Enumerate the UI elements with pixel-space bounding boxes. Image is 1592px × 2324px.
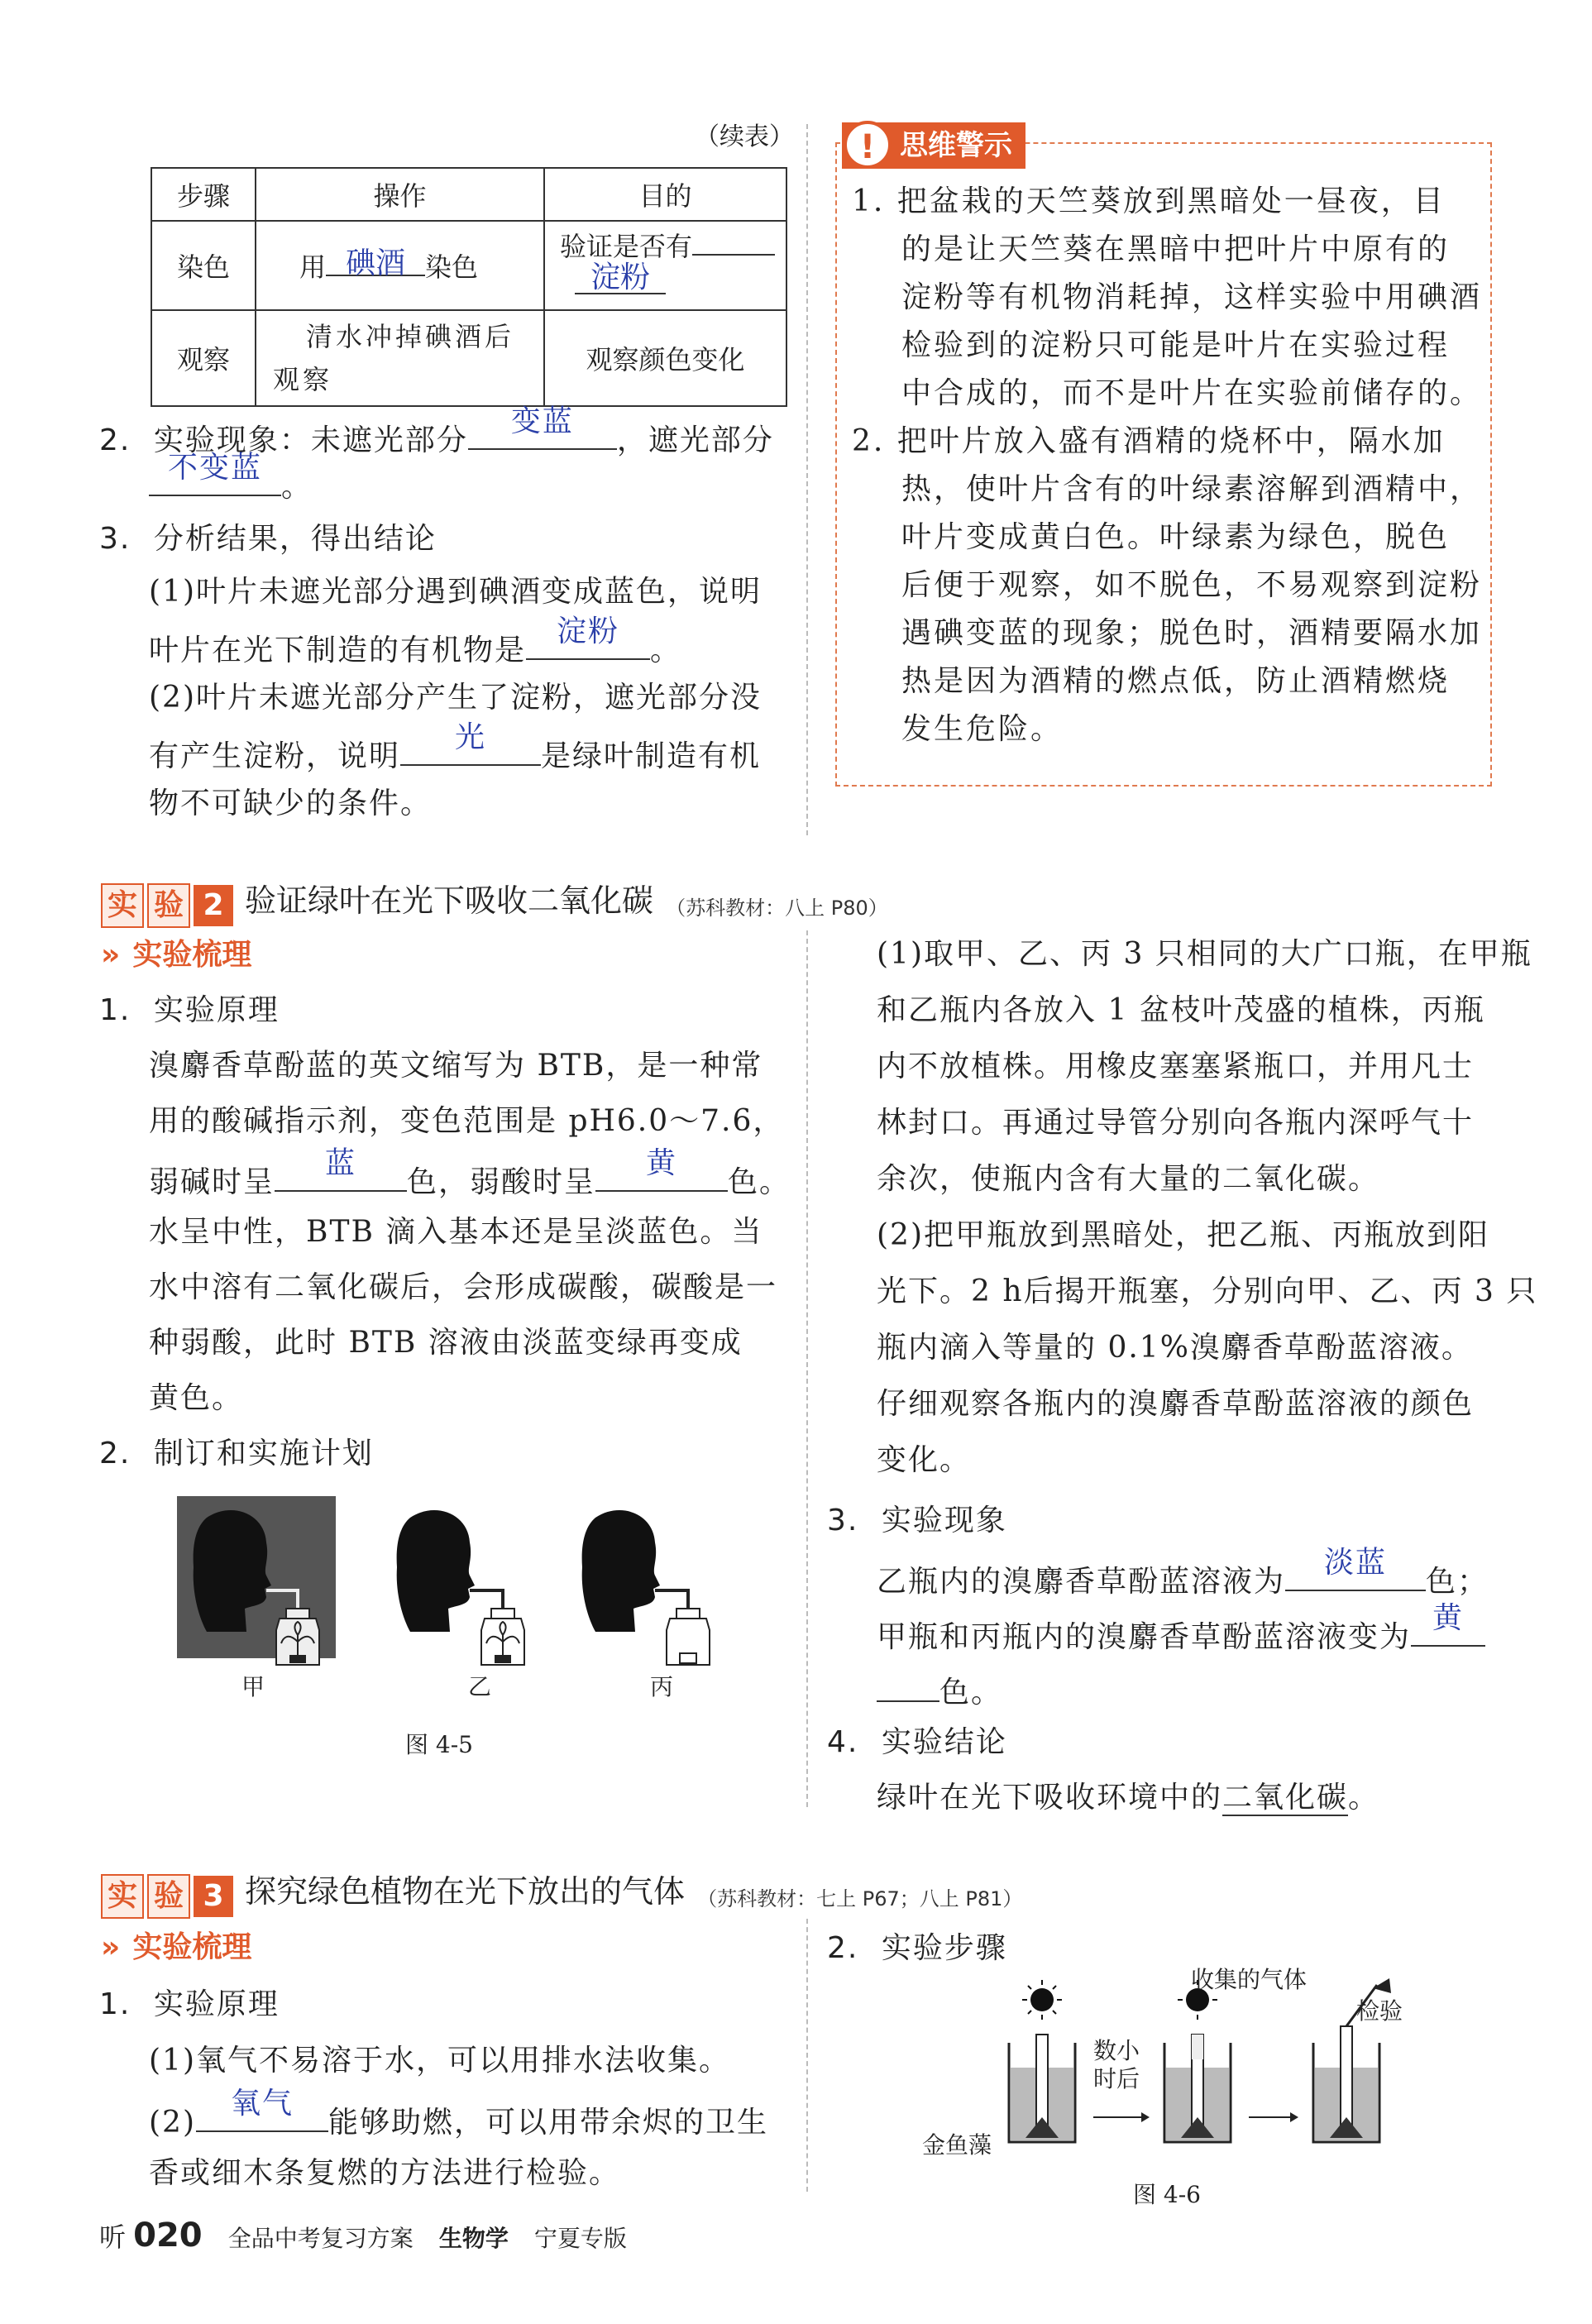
warning-line: 中合成的，而不是叶片在实验前储存的。 (901, 376, 1483, 410)
experiment-title: 验证绿叶在光下吸收二氧化碳 (245, 882, 654, 919)
person-head-icon (582, 1510, 660, 1632)
procedure-line: 林封口。再通过导管分别向各瓶内深呼气十 (877, 1106, 1475, 1140)
observation-line-2 (149, 453, 313, 515)
warning-line: 发生危险。 (901, 712, 1064, 746)
principle-heading (99, 983, 280, 1039)
table-header: 操作 (256, 168, 544, 221)
section-subheading (101, 1924, 251, 1966)
figure-label-time: 时后 (1093, 2065, 1140, 2092)
item-number: 1. (99, 993, 131, 1027)
experiment-3-heading (101, 1866, 1022, 1919)
principle-line (149, 2089, 768, 2151)
plan-heading (99, 1426, 374, 1482)
principle-line: 黄色。 (149, 1381, 244, 1415)
procedure-line: (1)取甲、乙、丙 3 只相同的大广口瓶，在甲瓶 (877, 937, 1532, 971)
procedure-line: 余次，使瓶内含有大量的二氧化碳。 (877, 1162, 1380, 1196)
warning-content (852, 178, 1483, 753)
footer-prefix: 听 (99, 2221, 127, 2253)
analysis-line: 物不可缺少的条件。 (149, 787, 433, 820)
analysis-heading (99, 511, 437, 567)
subject: 生物学 (438, 2225, 509, 2252)
text: 色。 (728, 1165, 791, 1199)
subheading-text: 实验梳理 (132, 938, 252, 972)
analysis-line: (1)叶片未遮光部分遇到碘酒变成蓝色，说明 (149, 575, 762, 609)
text: 叶片在光下制造的有机物是 (149, 634, 527, 667)
principle-line: 种弱酸，此时 BTB 溶液由淡蓝变绿再变成 (149, 1326, 743, 1360)
experiment-title: 探究绿色植物在光下放出的气体 (245, 1873, 686, 1910)
item-label: 实验结论 (881, 1725, 1007, 1759)
item-label: 实验原理 (153, 993, 280, 1027)
item-label: 分析结果，得出结论 (153, 522, 437, 556)
experiment-number: 3 (194, 1876, 233, 1917)
edition: 宁夏专版 (533, 2225, 627, 2252)
steps-heading (827, 1920, 1007, 1977)
text: 能够助燃，可以用带余烬的卫生 (328, 2106, 769, 2140)
warning-line: 热，使叶片含有的叶绿素溶解到酒精中， (901, 472, 1483, 506)
person-head-icon (397, 1510, 475, 1632)
table-cell (544, 221, 786, 310)
experiment-tag: 实 (101, 883, 144, 928)
item-label: 实验现象： (153, 423, 311, 457)
figure-label: 甲 (241, 1673, 265, 1700)
page-footer (99, 2216, 627, 2255)
tube (655, 1590, 688, 1609)
table-cell: 染色 (151, 221, 256, 310)
text: 甲瓶和丙瓶内的溴麝香草酚蓝溶液变为 (877, 1620, 1412, 1654)
item-number: 3. (99, 522, 131, 556)
cell-text: 观察 (273, 364, 333, 395)
text: 乙瓶内的溴麝香草酚蓝溶液为 (877, 1565, 1286, 1599)
warning-line: 遇碘变蓝的现象；脱色时，酒精要隔水加 (901, 616, 1483, 650)
text: 。 (281, 470, 313, 504)
procedure-text (877, 926, 1537, 1489)
item-label: 实验原理 (153, 1987, 280, 2021)
warning-line: 的是让天竺葵在黑暗中把叶片中原有的 (901, 232, 1451, 266)
conclusion-line (877, 1770, 1379, 1826)
procedure-line: 变化。 (877, 1443, 972, 1477)
beaker-icon (1164, 2035, 1231, 2142)
table-cell: 观察 (151, 310, 256, 406)
item-number: 1. (99, 1987, 131, 2021)
table-row (151, 221, 786, 310)
item-label: 实验现象 (881, 1504, 1007, 1537)
continued-label: （续表） (695, 122, 794, 151)
book-title: 全品中考复习方案 (227, 2225, 414, 2252)
table-cell: 观察颜色变化 (544, 310, 786, 406)
double-chevron-icon: » (101, 1930, 121, 1964)
handwritten-answer: 黄 (1432, 1601, 1465, 1635)
warning-line: 后便于观察，如不脱色，不易观察到淀粉 (901, 568, 1483, 602)
jar-with-plant-icon (481, 1609, 524, 1665)
table-header: 步骤 (151, 168, 256, 221)
beaker-icon (1009, 2035, 1075, 2142)
empty-jar-icon (667, 1609, 710, 1665)
text: (2) (149, 2106, 196, 2140)
analysis-line: (2)叶片未遮光部分产生了淀粉，遮光部分没 (149, 681, 762, 715)
textbook-source: （苏科教材：七上 P67；八上 P81） (697, 1887, 1023, 1910)
handwritten-answer: 光 (455, 720, 487, 754)
handwritten-answer: 淀粉 (557, 614, 620, 648)
text: 弱碱时呈 (149, 1165, 275, 1199)
principle-line: (1)氧气不易溶于水，可以用排水法收集。 (149, 2044, 730, 2078)
page-number: 020 (133, 2216, 203, 2255)
principle-line: 水呈中性，BTB 滴入基本还是呈淡蓝色。当 (149, 1215, 763, 1249)
procedure-line: 瓶内滴入等量的 0.1%溴麝香草酚蓝溶液。 (877, 1331, 1473, 1365)
principle-line (149, 1146, 791, 1211)
text: ，遮光部分 (616, 423, 774, 457)
item-number: 2. (99, 1437, 131, 1470)
text: 色，弱酸时呈 (407, 1165, 596, 1199)
handwritten-answer: 黄 (646, 1146, 678, 1180)
experiment-tag: 验 (147, 883, 190, 928)
item-number: 2. (827, 1931, 859, 1965)
text: 色。 (939, 1676, 1003, 1710)
text: 未遮光部分 (310, 423, 468, 457)
handwritten-answer: 碘酒 (346, 246, 406, 280)
procedure-line: 内不放植株。用橡皮塞塞紧瓶口，并用凡士 (877, 1050, 1475, 1083)
sun-icon (1022, 1980, 1062, 2020)
section-subheading (101, 931, 251, 973)
principle-heading (99, 1977, 280, 2033)
figure-label: 乙 (468, 1673, 492, 1700)
figure-label-time: 数小 (1093, 2037, 1140, 2064)
underlined-answer: 二氧化碳 (1222, 1781, 1349, 1815)
handwritten-answer: 氧气 (230, 2087, 294, 2121)
experiment-table (151, 167, 787, 407)
table-header-row (151, 168, 786, 221)
table-row (151, 310, 786, 406)
warning-line: 1. 把盆栽的天竺葵放到黑暗处一昼夜，目 (852, 184, 1446, 218)
cell-text: 验证是否有 (560, 230, 693, 262)
item-number: 2. (99, 423, 131, 457)
procedure-line: (2)把甲瓶放到黑暗处，把乙瓶、丙瓶放到阳 (877, 1218, 1489, 1252)
column-divider (806, 930, 808, 1807)
table-cell (256, 221, 544, 310)
tube (470, 1590, 503, 1609)
handwritten-answer: 淀粉 (590, 260, 650, 294)
item-label: 实验步骤 (881, 1931, 1007, 1965)
column-divider (806, 1919, 808, 2192)
item-number: 3. (827, 1504, 859, 1537)
text: 。 (650, 634, 682, 667)
double-chevron-icon: » (101, 938, 121, 972)
warning-line: 叶片变成黄白色。叶绿素为绿色，脱色 (901, 520, 1451, 554)
experiment-tag: 验 (147, 1874, 190, 1919)
handwritten-answer: 淡蓝 (1324, 1546, 1388, 1580)
experiment-number: 2 (194, 885, 233, 926)
text: 色； (1426, 1565, 1489, 1599)
item-number: 4. (827, 1725, 859, 1759)
phenomenon-heading (827, 1493, 1007, 1549)
text: 有产生淀粉，说明 (149, 739, 401, 773)
experiment-2-heading (101, 875, 888, 928)
text: 是绿叶制造有机 (541, 739, 762, 773)
procedure-line: 光下。2 h后揭开瓶塞，分别向甲、乙、丙 3 只 (877, 1274, 1538, 1308)
phenomenon-line (877, 1659, 1002, 1721)
warning-line: 2. 把叶片放入盛有酒精的烧杯中，隔水加 (852, 424, 1446, 458)
textbook-source: （苏科教材：八上 P80） (666, 897, 888, 920)
column-divider (806, 124, 808, 835)
figure-caption: 图 4-5 (405, 1731, 473, 1758)
item-label: 制订和实施计划 (153, 1437, 374, 1470)
warning-line: 热是因为酒精的燃点低，防止酒精燃烧 (901, 664, 1451, 698)
conclusion-heading (827, 1714, 1007, 1771)
cell-text: 清水冲掉碘酒后 (306, 321, 515, 352)
figure-label: 丙 (650, 1673, 674, 1700)
phenomenon-line (877, 1548, 1489, 1610)
cell-text: 用 (299, 251, 327, 283)
principle-line: 溴麝香草酚蓝的英文缩写为 BTB，是一种常 (149, 1049, 763, 1083)
table-cell (256, 310, 544, 406)
warning-badge: 思维警示 (842, 122, 1025, 169)
cell-text: 染色 (425, 251, 479, 283)
experiment-tag: 实 (101, 1874, 144, 1919)
beaker-icon (1313, 2026, 1379, 2142)
text: 。 (1348, 1781, 1380, 1815)
text: 绿叶在光下吸收环境中的 (877, 1781, 1223, 1815)
warning-line: 检验到的淀粉只可能是叶片在实验过程 (901, 328, 1451, 362)
figure-label-test: 检验 (1356, 1997, 1403, 2025)
principle-line: 水中溶有二氧化碳后，会形成碳酸，碳酸是一 (149, 1270, 778, 1304)
exclamation-icon: ! (844, 121, 892, 169)
phenomenon-line (877, 1601, 1485, 1666)
procedure-line: 和乙瓶内各放入 1 盆枝叶茂盛的植株，丙瓶 (877, 993, 1485, 1027)
figure-label-plant: 金鱼藻 (922, 2131, 992, 2159)
principle-line: 用的酸碱指示剂，变色范围是 pH6.0～7.6， (149, 1104, 785, 1138)
handwritten-answer: 变蓝 (510, 404, 574, 438)
procedure-line: 仔细观察各瓶内的溴麝香草酚蓝溶液的颜色 (877, 1387, 1475, 1421)
warning-line: 淀粉等有机物消耗掉，这样实验中用碘酒 (901, 280, 1483, 314)
figure-label-gas: 收集的气体 (1191, 1966, 1308, 1993)
handwritten-answer: 不变蓝 (167, 451, 262, 485)
table-header: 目的 (544, 168, 786, 221)
subheading-text: 实验梳理 (132, 1930, 252, 1964)
figure-caption: 图 4-6 (1133, 2181, 1201, 2208)
principle-line: 香或细木条复燃的方法进行检验。 (149, 2156, 621, 2190)
handwritten-answer: 蓝 (325, 1146, 357, 1180)
